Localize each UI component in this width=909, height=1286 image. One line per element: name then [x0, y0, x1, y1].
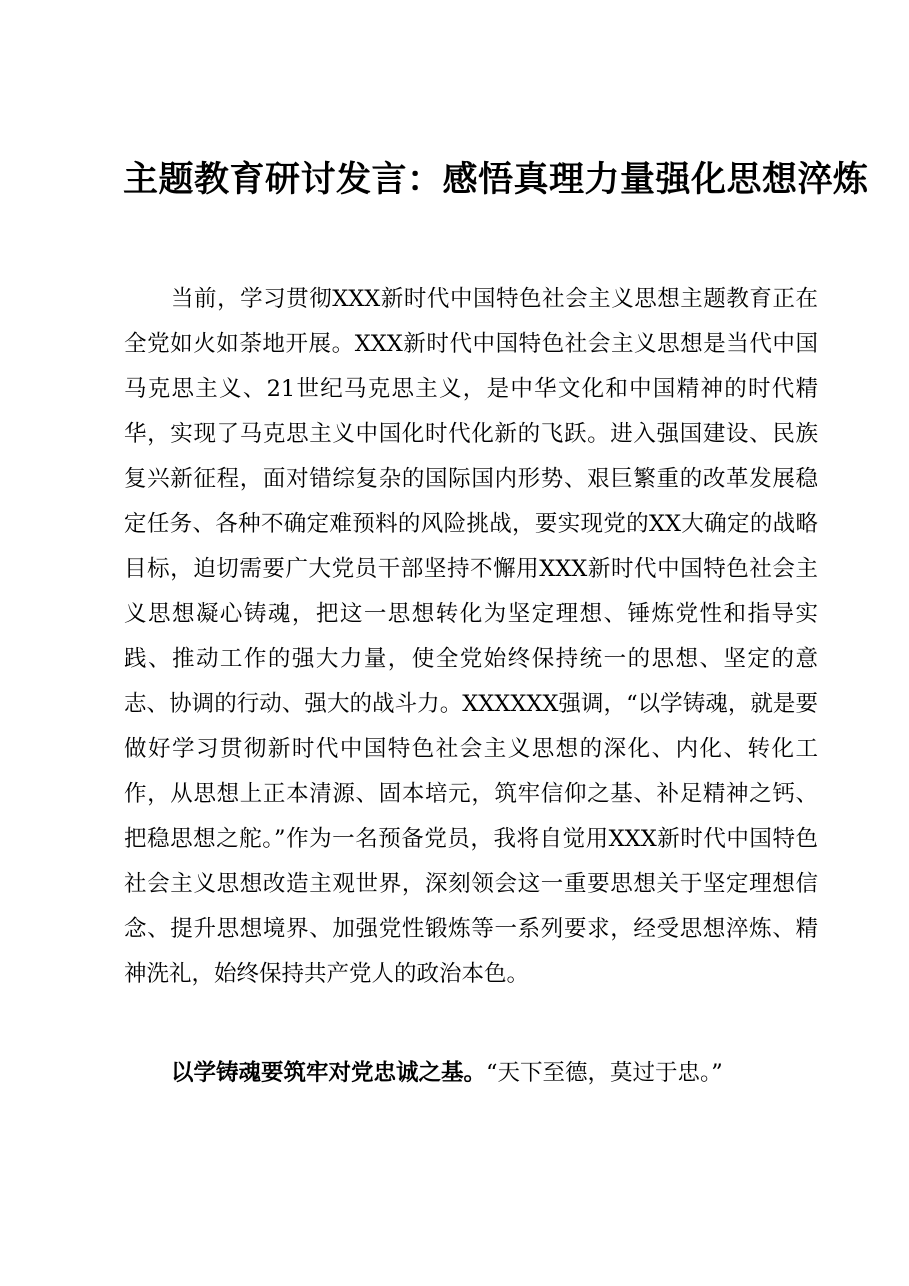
- body-paragraph-1: 当前，学习贯彻XXX新时代中国特色社会主义思想主题教育正在全党如火如荼地开展。XXX新时代中国特色社会主义思想是当代中国马克思主义、21世纪马克思主义，是中华文化和中国精神的时代精华，实现了马克思主义中国化时代化新的飞跃。进入强国建设、民族复兴新征程，面对错综复杂的国际国内形势、艰巨繁重的改革发展稳定任务、各种不确定难预料的风险挑战，要实现党的XX大确定的战略目标，迫切需要广大党员干部坚持不懈用XXX新时代中国特色社会主义思想凝心铸魂，把这一思想转化为坚定理想、锤炼党性和指导实践、推动工作的强大力量，使全党始终保持统一的思想、坚定的意志、协调的行动、强大的战斗力。XXXXXX强调，“以学铸魂，就是要做好学习贯彻新时代中国特色社会主义思想的深化、内化、转化工作，从思想上正本清源、固本培元，筑牢信仰之基、补足精神之钙、把稳思想之舵。”作为一名预备党员，我将自觉用XXX新时代中国特色社会主义思想改造主观世界，深刻领会这一重要思想关于坚定理想信念、提升思想境界、加强党性锻炼等一系列要求，经受思想淬炼、精神洗礼，始终保持共产党人的政治本色。: [124, 286, 818, 987]
- paragraph-2-quote: “天下至德，莫过于忠。”: [486, 1060, 723, 1086]
- document-title: 主题教育研讨发言：感悟真理力量强化思想淬炼: [123, 159, 869, 200]
- paragraph-2-lead: 以学铸魂要筑牢对党忠诚之基。: [171, 1060, 487, 1086]
- body-paragraph-2: [124, 1051, 818, 1096]
